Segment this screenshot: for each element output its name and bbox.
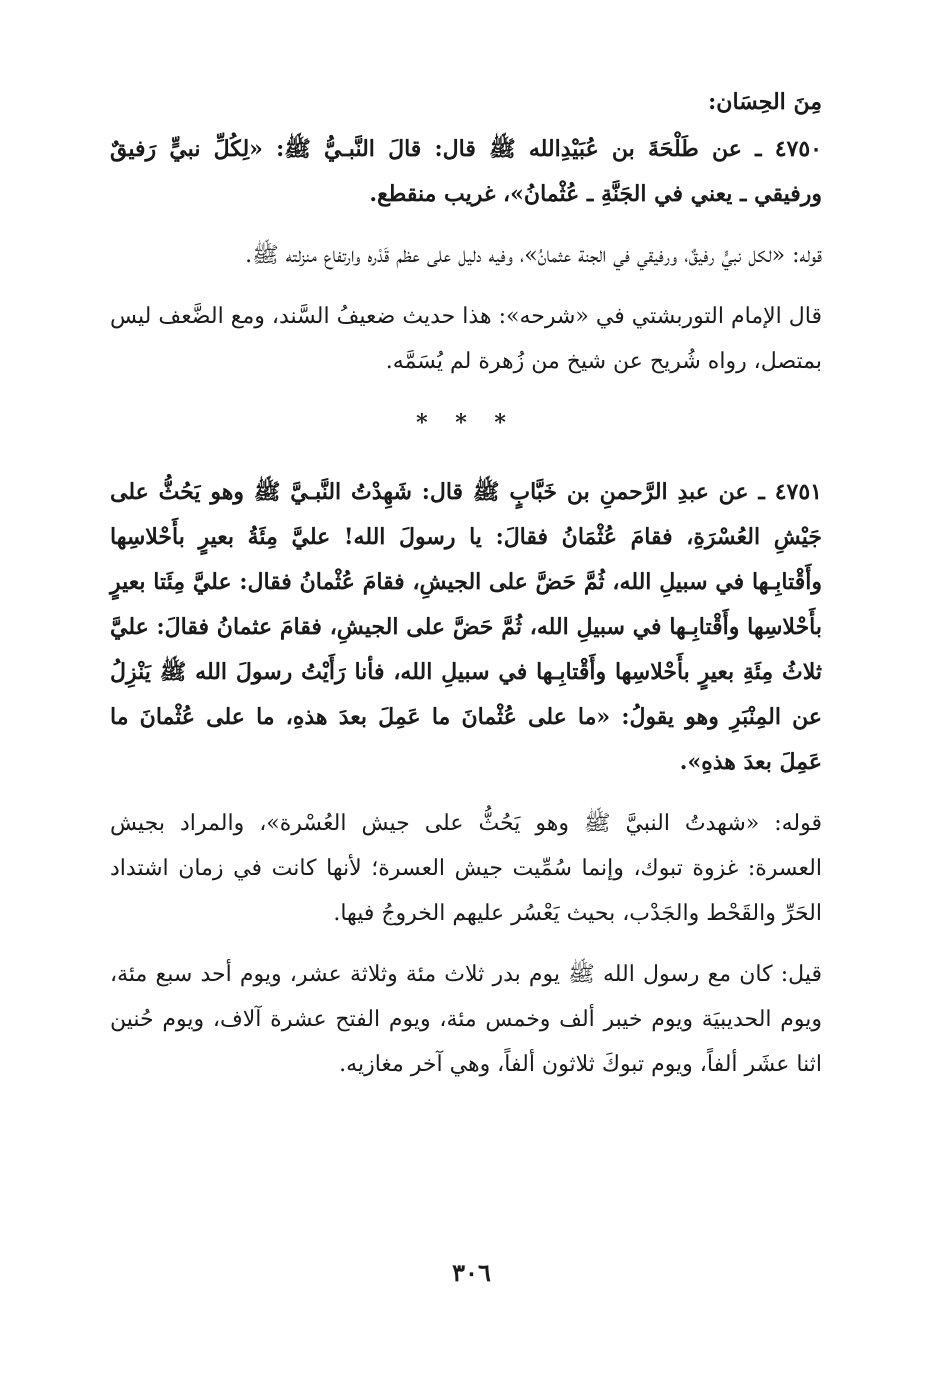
commentary-3: قوله: «شهدتُ النبيَّ ﷺ وهو يَحُثُّ على جيش العُسْرة»، والمراد بجيش العسرة: غزوة تبوك، وإنما سُمِّيت جيش العسرة؛ لأنها كانت في زمان اشتداد الحَرِّ والقَحْط والجَدْب، بحيث يَعْسُر عليهم الخروجُ فيها.: [110, 811, 822, 926]
hadith-4750: ٤٧٥٠ ـ عن طَلْحَةَ بن عُبَيْدِالله ﷺ قال: قالَ النَّبـيُّ ﷺ: «لِكُلِّ نبيٍّ رَفيقٌ ورفيقي ـ يعني في الجَنَّةِ ـ عُثْمانُ»، غريب منقطع.: [110, 136, 822, 207]
commentary-2: قال الإمام التوربشتي في «شرحه»: هذا حديث ضعيفُ السَّند، ومع الضَّعف ليس بمتصل، رواه شُريح عن شيخ من زُهرة لم يُسَمَّه.: [110, 304, 822, 374]
section-separator: * * *: [416, 410, 516, 436]
section-heading: مِنَ الحِسَان:: [708, 89, 822, 115]
hadith-4751: ٤٧٥١ ـ عن عبدِ الرَّحمنِ بن خَبَّابٍ ﷺ قال: شَهِدْتُ النَّبـيَّ ﷺ وهو يَحُثُّ على جَيْشِ العُسْرَةِ، فقامَ عُثْمَانُ فقالَ: يا رسولَ الله! عليَّ مِئَةُ بعيرٍ بأَحْلاسِها وأَقْتابِـها في سبيلِ الله، ثُمَّ حَضَّ على الجيشِ، فقامَ عُثْمانُ فقال: عليَّ مِئَتا بعيرٍ بأَحْلاسِها وأَقْتابِـها في سبيلِ الله، ثُمَّ حَضَّ على الجيشِ، فقامَ عثمانُ فقالَ: عليَّ ثلاثُ مِئَةِ بعيرٍ بأَحْلاسِها وأَقْتابِـها في سبيلِ الله، فأنا رَأَيْتُ رسولَ الله ﷺ يَنْزِلُ عن المِنْبَرِ وهو يقولُ: «ما على عُثْمانَ ما عَمِلَ بعدَ هذهِ، ما على عُثْمانَ ما عَمِلَ بعدَ هذهِ».: [110, 479, 822, 775]
commentary-4: قيل: كان مع رسول الله ﷺ يوم بدر ثلاث مئة وثلاثة عشر، ويوم أحد سبع مئة، ويوم الحديبيَة ويوم خيبر ألف وخمس مئة، ويوم الفتح عشرة آلاف، ويوم حُنين اثنا عشَر ألفاً، ويوم تبوكَ ثلاثون ألفاً، وهي آخر مغازيه.: [110, 962, 822, 1077]
page-number: ٣٠٦: [452, 1258, 491, 1287]
page-body: [110, 80, 822, 1087]
commentary-1: قوله: «لكل نبيٍّ رفيقٌ، ورفيقي في الجنة عثمانُ»، وفيه دليل على عظم قَدْره وارتفاع منزلته ﷺ.: [245, 243, 822, 268]
